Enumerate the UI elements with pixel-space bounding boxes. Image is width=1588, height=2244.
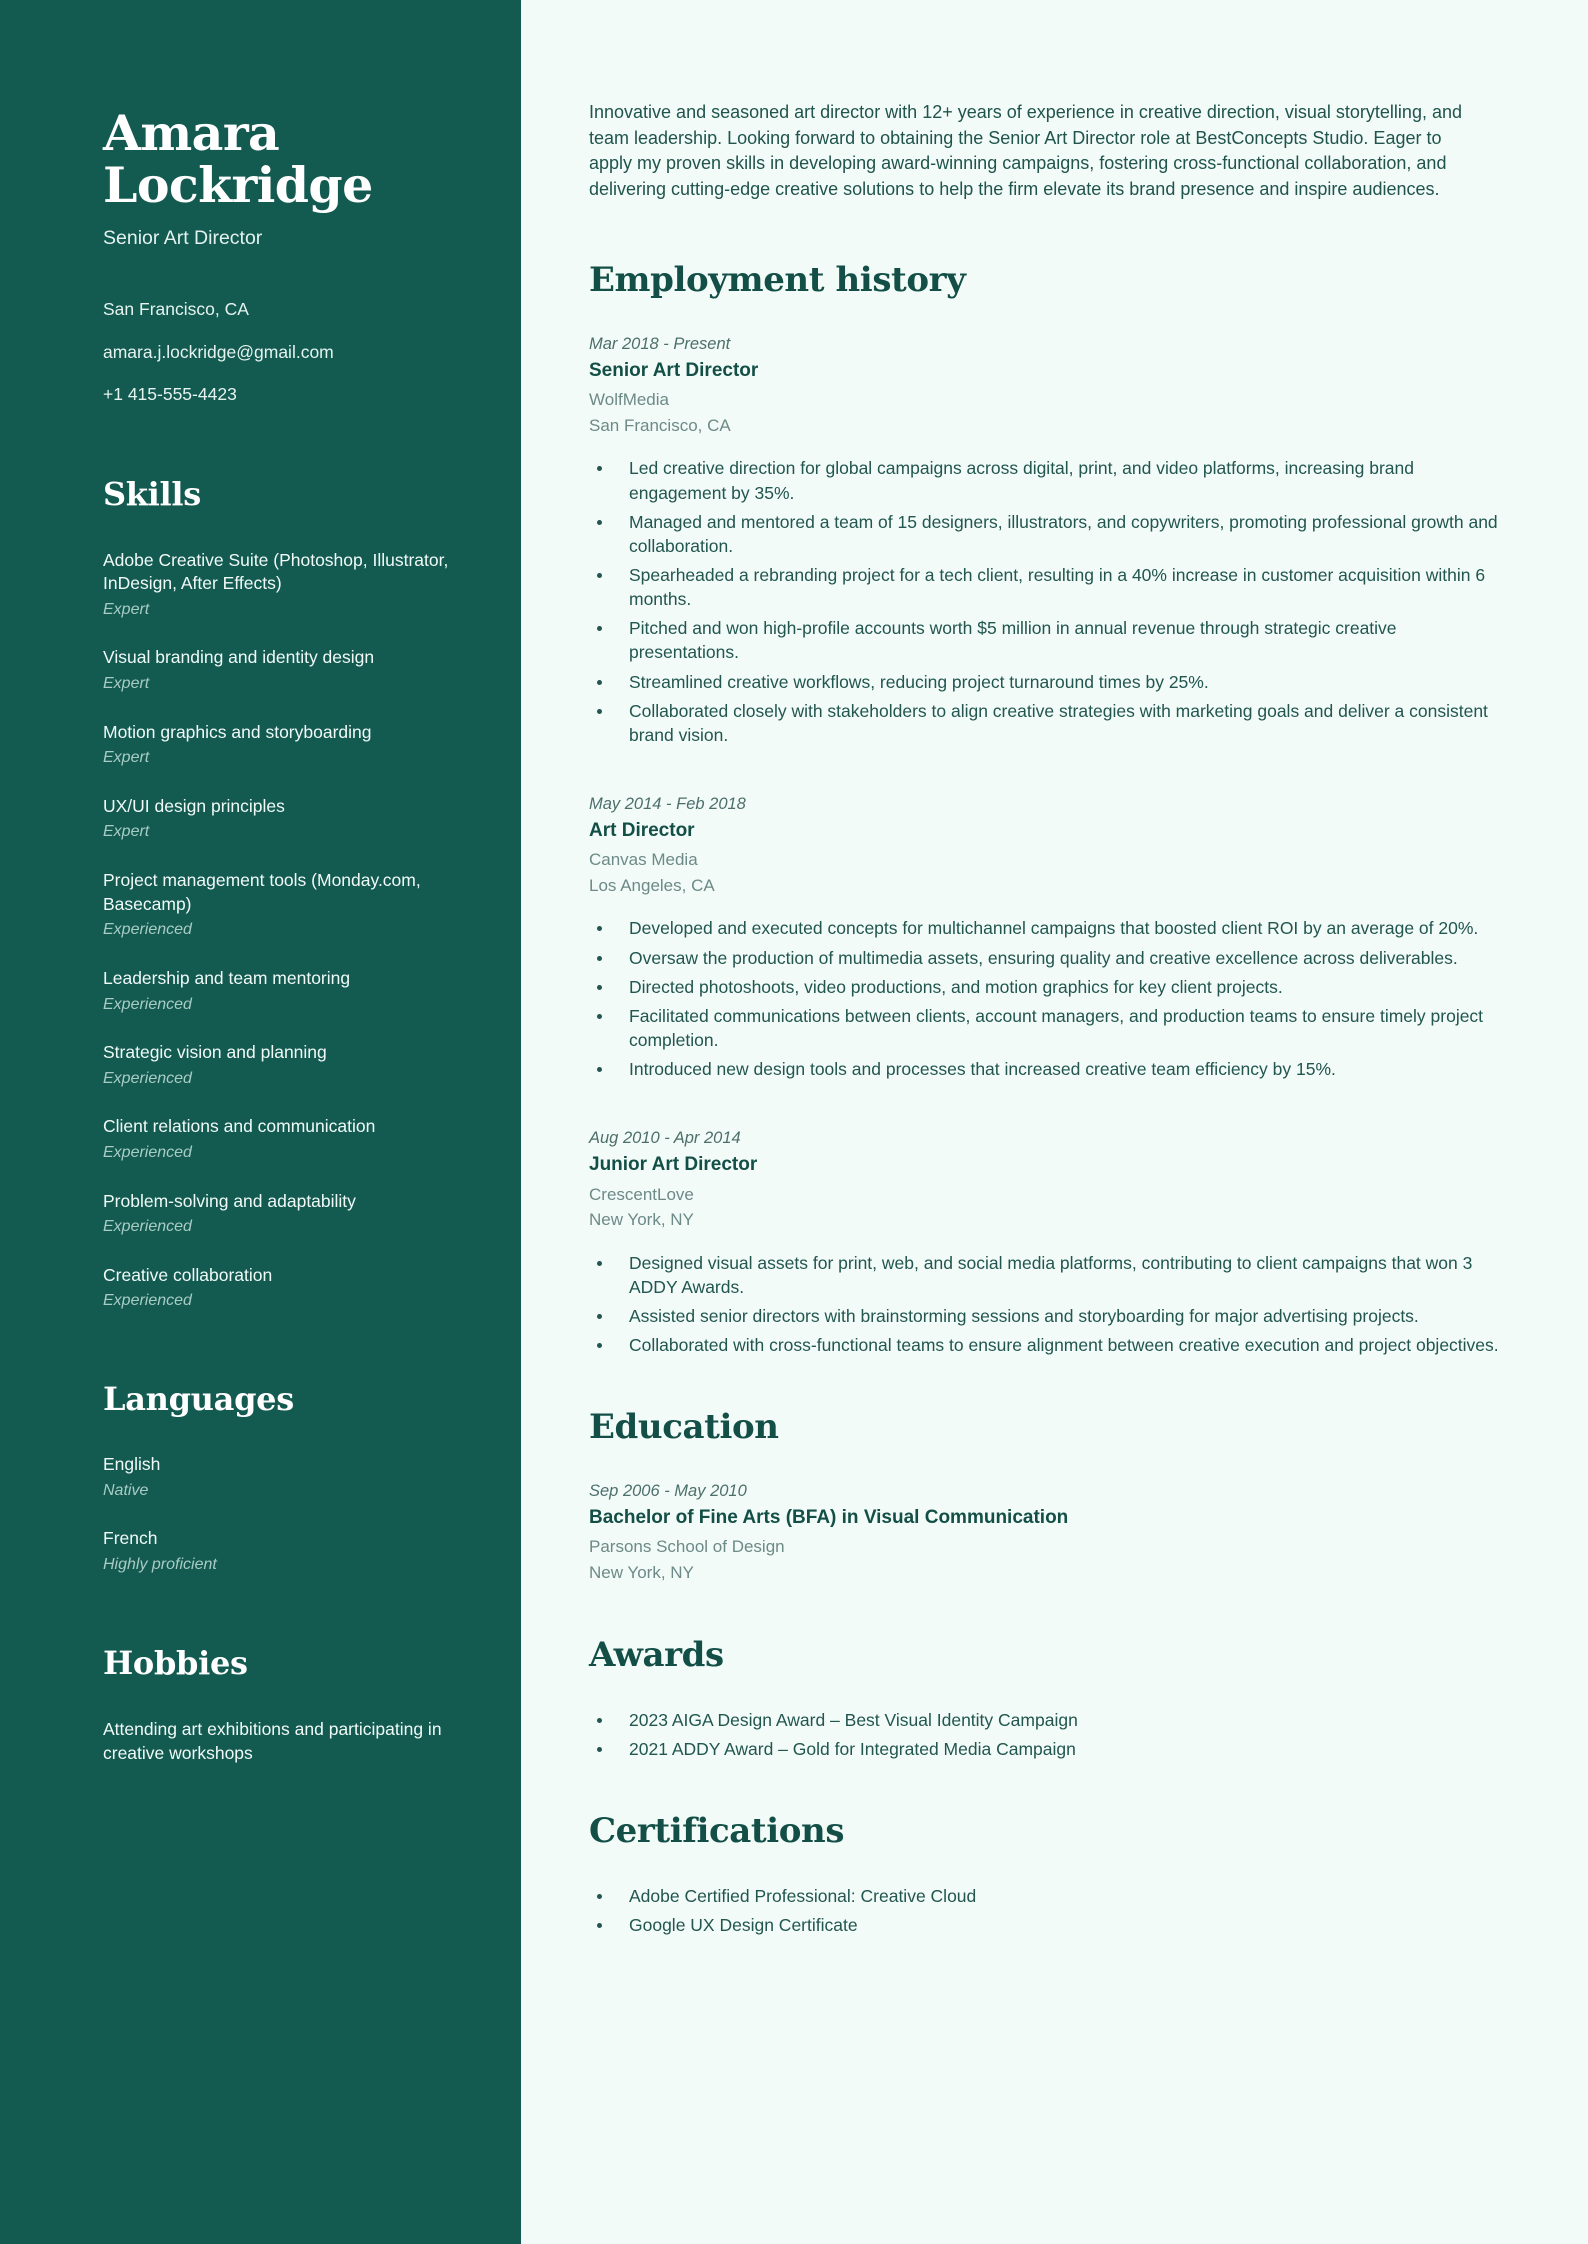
- bullet-item: Facilitated communications between clients, account managers, and production teams to ensure timely project completion.: [589, 1004, 1510, 1052]
- contact-block: [103, 297, 463, 407]
- skill-label: Adobe Creative Suite (Photoshop, Illustrator, InDesign, After Effects): [103, 549, 449, 594]
- entry-date: May 2014 - Feb 2018: [589, 794, 746, 813]
- bullet-item: Developed and executed concepts for multichannel campaigns that boosted client ROI by an average of 20%.: [589, 916, 1510, 940]
- bullet-item: Managed and mentored a team of 15 designers, illustrators, and copywriters, promoting professional growth and collaboration.: [589, 510, 1510, 558]
- entry-date: Aug 2010 - Apr 2014: [589, 1129, 741, 1148]
- education-heading: Education: [589, 1407, 779, 1448]
- language-item: [103, 1453, 463, 1501]
- main-content: [521, 0, 1588, 2244]
- language-level: Native: [103, 1481, 149, 1499]
- skill-level: Expert: [103, 749, 150, 767]
- education-entry: [589, 1480, 1510, 1585]
- entry-date: Sep 2006 - May 2010: [589, 1481, 747, 1500]
- contact-phone[interactable]: +1 415-555-4423: [103, 383, 237, 404]
- hobbies-heading: Hobbies: [103, 1643, 248, 1682]
- employment-entry: [589, 1127, 1510, 1357]
- entry-company: WolfMedia: [589, 390, 669, 410]
- hobbies-text: Attending art exhibitions and participating in creative workshops: [103, 1718, 442, 1763]
- skill-level: Experienced: [103, 995, 192, 1013]
- sidebar: [0, 0, 521, 2244]
- entry-date: Mar 2018 - Present: [589, 334, 731, 353]
- entry-bullets: [589, 916, 1510, 1081]
- entry-degree: Bachelor of Fine Arts (BFA) in Visual Communication: [589, 1506, 1069, 1528]
- contact-location: San Francisco, CA: [103, 299, 249, 320]
- skills-list: [103, 549, 463, 1312]
- certifications-list: [589, 1884, 1510, 1937]
- award-item: 2023 AIGA Design Award – Best Visual Identity Campaign: [589, 1708, 1510, 1732]
- entry-location: New York, NY: [589, 1562, 694, 1582]
- entry-bullets: [589, 456, 1510, 747]
- bullet-item: Pitched and won high-profile accounts worth $5 million in annual revenue through strategic creative presentations.: [589, 616, 1510, 664]
- language-label: English: [103, 1454, 161, 1475]
- skill-label: Client relations and communication: [103, 1116, 376, 1137]
- candidate-job-title: Senior Art Director: [103, 226, 263, 249]
- award-item: 2021 ADDY Award – Gold for Integrated Media Campaign: [589, 1737, 1510, 1761]
- professional-summary: Innovative and seasoned art director with 12+ years of experience in creative direction, visual storytelling, and team leadership. Looking forward to obtaining the Senior Art Director role at BestConcepts Studio. Eager to apply my proven skills in developing award-winning campaigns, fostering cross-functional collaboration, and delivering cutting-edge creative solutions to help the firm elevate its brand presence and inspire audiences.: [589, 102, 1462, 199]
- bullet-item: Assisted senior directors with brainstorming sessions and storyboarding for major advertising projects.: [589, 1304, 1510, 1328]
- skill-level: Experienced: [103, 1292, 192, 1310]
- skill-level: Experienced: [103, 1143, 192, 1161]
- entry-role: Junior Art Director: [589, 1154, 758, 1176]
- skill-level: Expert: [103, 675, 150, 692]
- language-level: Highly proficient: [103, 1556, 217, 1573]
- employment-entry: [589, 333, 1510, 747]
- certification-item: Adobe Certified Professional: Creative Cloud: [589, 1884, 1510, 1908]
- entry-location: San Francisco, CA: [589, 415, 731, 435]
- languages-heading: Languages: [103, 1379, 294, 1418]
- education-section: [589, 1409, 1510, 1585]
- skill-level: Experienced: [103, 921, 192, 939]
- bullet-item: Streamlined creative workflows, reducing project turnaround times by 25%.: [589, 670, 1510, 694]
- bullet-item: Spearheaded a rebranding project for a tech client, resulting in a 40% increase in customer acquisition within 6 months.: [589, 563, 1510, 611]
- entry-role: Art Director: [589, 819, 695, 841]
- skill-item: [103, 549, 463, 621]
- skill-label: Leadership and team mentoring: [103, 967, 351, 988]
- bullet-item: Directed photoshoots, video productions, and motion graphics for key client projects.: [589, 975, 1510, 999]
- certification-item: Google UX Design Certificate: [589, 1913, 1510, 1937]
- skill-item: [103, 795, 463, 843]
- certifications-section: [589, 1813, 1510, 1937]
- skill-item: [103, 646, 463, 694]
- skill-label: Project management tools (Monday.com, Basecamp): [103, 870, 421, 914]
- candidate-name: Amara Lockridge: [103, 104, 373, 214]
- skill-item: [103, 721, 463, 769]
- employment-entry: [589, 793, 1510, 1081]
- skill-level: Expert: [103, 823, 150, 841]
- entry-location: New York, NY: [589, 1210, 694, 1230]
- skill-label: Visual branding and identity design: [103, 647, 375, 668]
- skill-item: [103, 1115, 463, 1163]
- contact-email[interactable]: amara.j.lockridge@gmail.com: [103, 341, 334, 362]
- bullet-item: Collaborated with cross-functional teams to ensure alignment between creative execution and project objectives.: [589, 1333, 1510, 1357]
- entry-bullets: [589, 1251, 1510, 1358]
- skill-label: Problem-solving and adaptability: [103, 1190, 356, 1211]
- language-label: French: [103, 1528, 158, 1549]
- skill-item: [103, 1041, 463, 1089]
- bullet-item: Collaborated closely with stakeholders to align creative strategies with marketing goals and deliver a consistent brand vision.: [589, 699, 1510, 747]
- skill-label: Creative collaboration: [103, 1264, 273, 1285]
- awards-list: [589, 1708, 1510, 1761]
- languages-list: [103, 1453, 463, 1575]
- employment-history-section: [589, 262, 1510, 1357]
- bullet-item: Designed visual assets for print, web, and social media platforms, contributing to client campaigns that won 3 ADDY Awards.: [589, 1251, 1510, 1299]
- bullet-item: Led creative direction for global campaigns across digital, print, and video platforms, increasing brand engagement by 35%.: [589, 456, 1510, 504]
- skills-heading: Skills: [103, 475, 201, 514]
- entry-school: Parsons School of Design: [589, 1537, 785, 1557]
- language-item: [103, 1527, 463, 1575]
- entry-company: CrescentLove: [589, 1184, 694, 1204]
- employment-history-heading: Employment history: [589, 260, 966, 301]
- skill-label: Strategic vision and planning: [103, 1042, 327, 1063]
- bullet-item: Introduced new design tools and processes that increased creative team efficiency by 15%.: [589, 1057, 1510, 1081]
- entry-role: Senior Art Director: [589, 359, 759, 381]
- skill-level: Experienced: [103, 1218, 192, 1236]
- skill-label: Motion graphics and storyboarding: [103, 721, 372, 742]
- skill-label: UX/UI design principles: [103, 795, 285, 816]
- skill-item: [103, 869, 463, 941]
- bullet-item: Oversaw the production of multimedia assets, ensuring quality and creative excellence across deliverables.: [589, 946, 1510, 970]
- skill-item: [103, 967, 463, 1015]
- skill-level: Expert: [103, 600, 150, 618]
- skill-item: [103, 1190, 463, 1238]
- entry-company: Canvas Media: [589, 850, 698, 870]
- awards-heading: Awards: [589, 1635, 724, 1676]
- awards-section: [589, 1637, 1510, 1761]
- skill-item: [103, 1264, 463, 1312]
- entry-location: Los Angeles, CA: [589, 875, 715, 895]
- certifications-heading: Certifications: [589, 1811, 845, 1852]
- skill-level: Experienced: [103, 1069, 192, 1087]
